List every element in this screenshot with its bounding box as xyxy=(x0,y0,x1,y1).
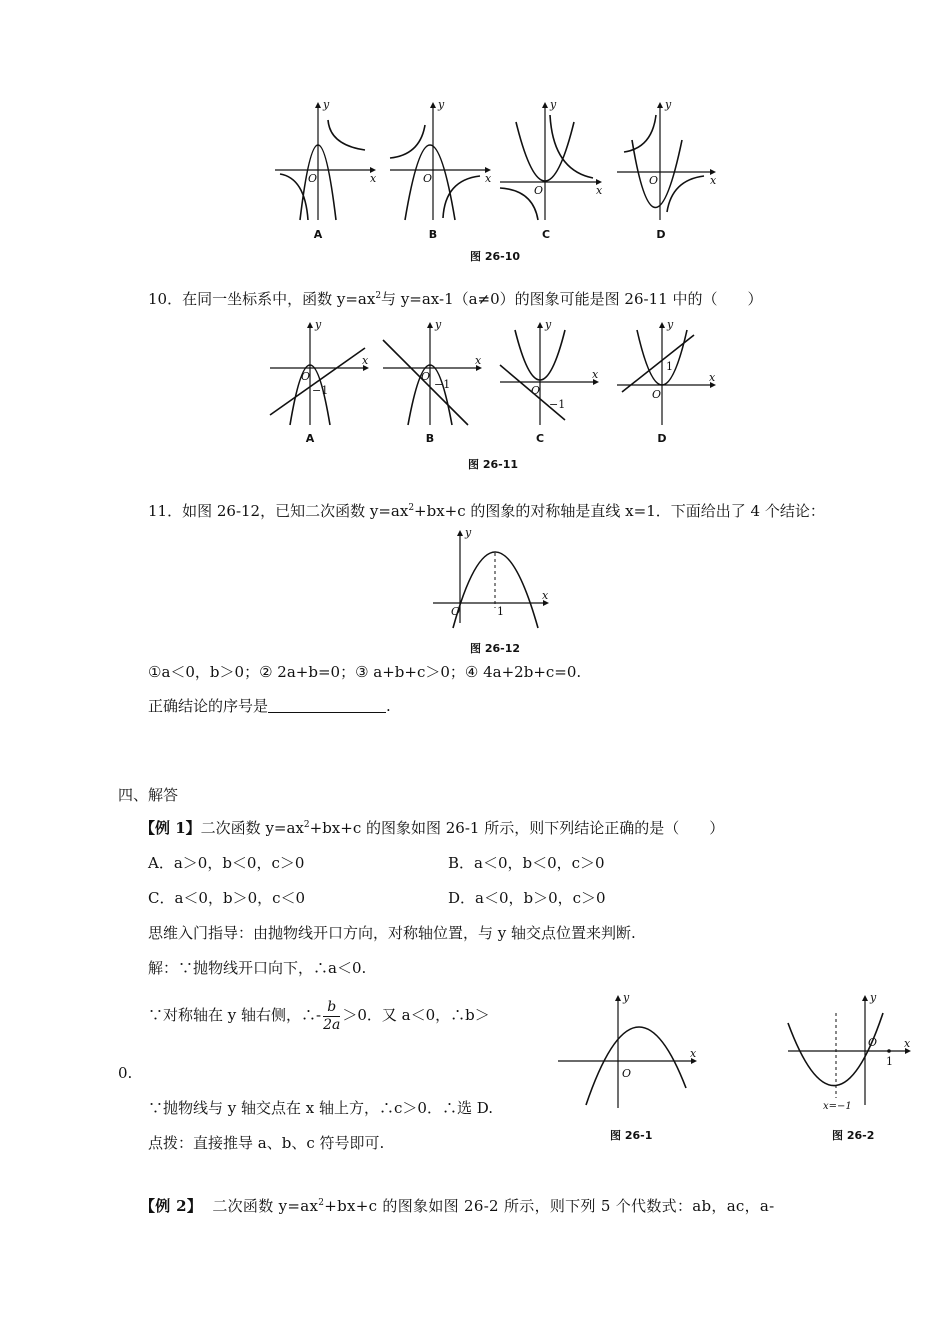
axis-y-label: y xyxy=(623,991,630,1004)
origin-label: O xyxy=(423,172,433,185)
origin-label: O xyxy=(421,370,431,383)
solution-line-2: ∵对称轴在 y 轴右侧，∴- $\frac{b}{2a}$ ＞0．又 a＜0，∴b＞ xyxy=(148,998,490,1033)
q11-conclusions: ①a＜0，b＞0；② 2a+b=0；③ a+b+c＞0；④ 4a+2b+c=0. xyxy=(148,663,582,681)
section-title: 四、解答 xyxy=(118,786,179,804)
graph-26-12 xyxy=(428,528,553,628)
origin-label: O xyxy=(308,172,318,185)
one-label: 1 xyxy=(497,605,504,618)
axis-x-label: x xyxy=(904,1037,911,1050)
axis-y-label: y xyxy=(550,98,557,111)
label-a: A xyxy=(313,228,323,241)
graph-26-10-b xyxy=(385,100,495,225)
minus-one-label: −1 xyxy=(312,384,329,397)
graph-26-11-a xyxy=(265,320,375,430)
fraction-b-over-2a: $\frac{b}{2a}$ xyxy=(323,998,341,1033)
tip: 点拨：直接推导 a、b、c 符号即可. xyxy=(148,1134,385,1152)
axis-x-label: x xyxy=(709,371,716,384)
option-b: B．a＜0，b＜0，c＞0 xyxy=(448,854,605,872)
graph-26-10-a xyxy=(270,100,380,225)
solution-line-3: ∵抛物线与 y 轴交点在 x 轴上方，∴c＞0．∴选 D. xyxy=(148,1099,493,1117)
origin-label: O xyxy=(451,605,461,618)
caption-26-1: 图 26-1 xyxy=(610,1129,653,1142)
axis-x-label: x xyxy=(592,368,599,381)
answer-blank[interactable] xyxy=(268,697,386,713)
axis-y-label: y xyxy=(667,318,674,331)
option-d: D．a＜0，b＞0，c＞0 xyxy=(448,889,606,907)
caption-26-11: 图 26-11 xyxy=(468,458,519,471)
origin-label: O xyxy=(531,384,541,397)
origin-label: O xyxy=(301,370,311,383)
axis-x-label: x xyxy=(710,174,717,187)
solution-line-2-wrap: 0. xyxy=(118,1064,133,1082)
axis-x-label: x xyxy=(690,1047,697,1060)
minus-one-label: −1 xyxy=(549,398,566,411)
label-b: B xyxy=(428,228,438,241)
axis-x-label: x xyxy=(475,354,482,367)
origin-label: O xyxy=(649,174,659,187)
label-c: C xyxy=(541,228,551,241)
origin-label: O xyxy=(868,1036,878,1049)
origin-label: O xyxy=(622,1067,632,1080)
question-11: 11．如图 26-12，已知二次函数 $y=ax^2+bx+c$ 的图象的对称轴是直线 x=1．下面给出了 4 个结论： xyxy=(148,502,825,520)
label-c: C xyxy=(535,432,545,445)
label-d: D xyxy=(656,228,666,241)
option-a: A．a＞0，b＜0，c＞0 xyxy=(148,854,305,872)
label-b: B xyxy=(425,432,435,445)
hint: 思维入门指导：由抛物线开口方向，对称轴位置，与 y 轴交点位置来判断. xyxy=(148,924,636,942)
graph-26-10-c xyxy=(498,100,608,225)
axis-y-label: y xyxy=(438,98,445,111)
axis-y-label: y xyxy=(665,98,672,111)
axis-y-label: y xyxy=(315,318,322,331)
example-1-stem: 【例 1】二次函数 $y=ax^2+bx+c$ 的图象如图 26-1 所示，则下列结论正确的是（ ） xyxy=(140,819,725,837)
axis-x-label: x xyxy=(485,172,492,185)
caption-26-12: 图 26-12 xyxy=(470,642,521,655)
origin-label: O xyxy=(652,388,662,401)
caption-26-10: 图 26-10 xyxy=(470,250,521,263)
option-c: C．a＜0，b＞0，c＜0 xyxy=(148,889,306,907)
origin-label: O xyxy=(534,184,544,197)
caption-26-2: 图 26-2 xyxy=(832,1129,875,1142)
one-label: 1 xyxy=(666,360,673,373)
label-d: D xyxy=(657,432,667,445)
axis-x-label: x xyxy=(542,589,549,602)
graph-26-2 xyxy=(783,993,918,1113)
label-a: A xyxy=(305,432,315,445)
graph-26-11-d xyxy=(612,320,722,430)
axis-x-label: x xyxy=(362,354,369,367)
graph-26-1 xyxy=(556,993,701,1113)
minus-one-label: −1 xyxy=(434,378,451,391)
axis-y-label: y xyxy=(545,318,552,331)
axis-x-label: x xyxy=(596,184,603,197)
example-2-stem: 【例 2】 二次函数 $y=ax^2+bx+c$ 的图象如图 26-2 所示，则下列 5 个代数式：ab，ac，a- xyxy=(140,1197,775,1215)
question-10: 10．在同一坐标系中，函数 $y=ax^2$与 y=ax-1（a≠0）的图象可能是图 26-11 中的（ ） xyxy=(148,290,763,308)
one-label: 1 xyxy=(886,1055,893,1068)
axis-y-label: y xyxy=(465,526,472,539)
graph-26-11-c xyxy=(495,320,605,430)
axis-y-label: y xyxy=(870,991,877,1004)
q11-answer-line: 正确结论的序号是 . xyxy=(148,697,391,715)
graph-26-10-d xyxy=(612,100,722,225)
axis-y-label: y xyxy=(435,318,442,331)
axis-x-label: x xyxy=(370,172,377,185)
solution-line-1: 解：∵抛物线开口向下，∴a＜0. xyxy=(148,959,367,977)
axis-y-label: y xyxy=(323,98,330,111)
graph-26-11-b xyxy=(378,320,488,430)
symmetry-label: x=−1 xyxy=(823,1101,852,1112)
